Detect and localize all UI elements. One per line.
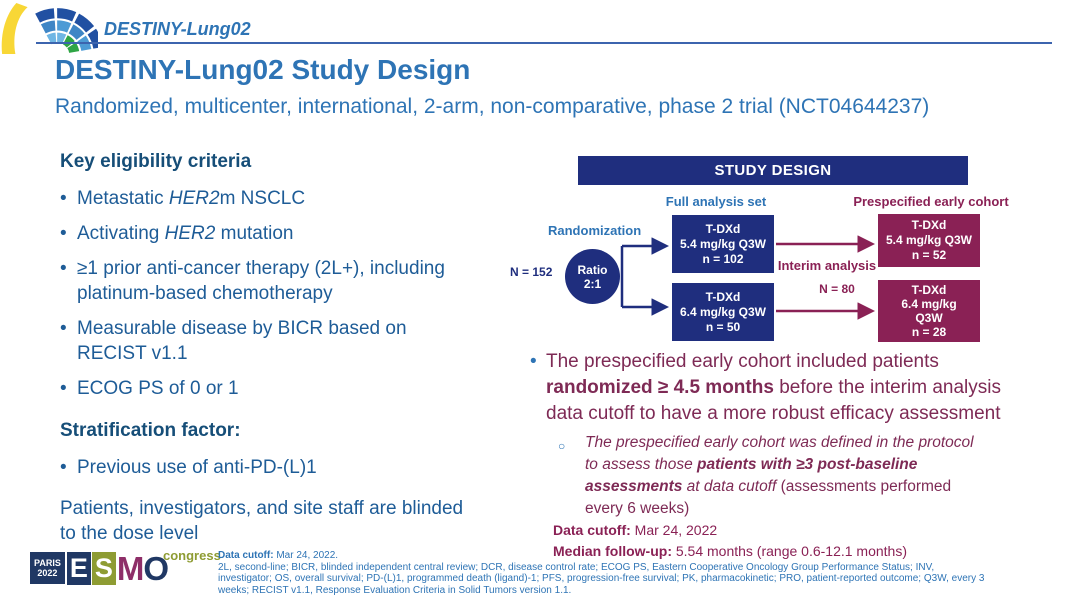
early-cohort-note-text: The prespecified early cohort included patients randomized ≥ 4.5 months before the interim analysis data cutoff to have a more robust efficacy assessment bbox=[546, 351, 1001, 424]
footnote bbox=[218, 550, 1063, 597]
study-design-banner: STUDY DESIGN bbox=[578, 156, 968, 185]
page-title: DESTINY-Lung02 Study Design bbox=[55, 54, 471, 85]
eligibility-list bbox=[60, 186, 538, 401]
eligibility-item bbox=[60, 186, 538, 211]
protocol-note bbox=[558, 432, 1080, 520]
early-box-line: 5.4 mg/kg Q3W bbox=[885, 233, 973, 247]
ratio-line1: Ratio bbox=[577, 262, 608, 277]
arm-box-5-4 bbox=[672, 215, 774, 273]
ratio-line2: 2:1 bbox=[583, 276, 602, 291]
arm-box-line: 6.4 mg/kg Q3W bbox=[679, 304, 767, 319]
data-cutoff-label: Data cutoff: bbox=[553, 522, 631, 538]
early-box-line: T-DXd bbox=[911, 218, 947, 232]
early-cohort-note bbox=[530, 349, 1080, 427]
eligibility-item bbox=[60, 316, 538, 366]
protocol-note-text: The prespecified early cohort was defined in the protocol to assess those patients with ≥3 post-baseline assessments at data cutoff (assessments performed every 6 weeks) bbox=[585, 434, 974, 517]
blinding-note: Patients, investigators, and site staff are blinded to the dose level bbox=[60, 498, 464, 544]
esmo-letter-s: S bbox=[92, 552, 116, 585]
bullet-icon: • bbox=[60, 378, 67, 399]
footnote-abbreviations-line3: weeks; RECIST v1.1, Response Evaluation Criteria in Solid Tumors version 1.1. bbox=[218, 585, 572, 597]
header-study-name: DESTINY-Lung02 bbox=[104, 19, 251, 39]
note-bullet-icon: • bbox=[530, 351, 537, 372]
footnote-abbreviations-line1: 2L, second-line; BICR, blinded independent central review; DCR, disease control rate; ECOG PS, Eastern Cooperative Oncology Group Performance Status; INV, bbox=[218, 561, 935, 573]
footnote-abbreviations-line2: investigator; OS, overall survival; PD-(L)1, programmed death (ligand)-1; PFS, progression-free survival; PK, pharmacokinetic; PRO, patient-reported outcome; Q3W, every 3 bbox=[218, 573, 985, 585]
esmo-letter-e: E bbox=[67, 552, 91, 585]
arm-box-line: n = 102 bbox=[702, 251, 744, 266]
early-box-line: T-DXd bbox=[911, 283, 947, 297]
followup-value: 5.54 months (range 0.6-12.1 months) bbox=[671, 543, 908, 559]
arm-box-line: T-DXd bbox=[705, 221, 741, 236]
early-box-line: n = 28 bbox=[911, 325, 947, 339]
interim-n-label: N = 80 bbox=[819, 282, 855, 296]
interim-analysis-label: Interim analysis bbox=[777, 258, 877, 273]
arm-box-line: n = 50 bbox=[705, 319, 741, 334]
data-cutoff-value: Mar 24, 2022 bbox=[630, 522, 718, 538]
notes-section bbox=[530, 349, 1080, 562]
eligibility-item bbox=[60, 376, 538, 401]
total-n-label: N = 152 bbox=[510, 265, 553, 279]
early-cohort-label: Prespecified early cohort bbox=[853, 194, 1009, 209]
early-box-line: 6.4 mg/kg bbox=[901, 297, 957, 311]
arm-box-line: 5.4 mg/kg Q3W bbox=[679, 236, 767, 251]
stratification-item bbox=[60, 455, 538, 480]
early-box-5-4 bbox=[878, 214, 980, 267]
bullet-icon: • bbox=[60, 318, 67, 339]
esmo-congress-logo bbox=[30, 548, 221, 592]
congress-label: congress bbox=[163, 548, 221, 563]
eligibility-item-text: Measurable disease by BICR based on RECIST v1.1 bbox=[77, 318, 407, 364]
arm-box-6-4 bbox=[672, 283, 774, 341]
eligibility-item bbox=[60, 256, 538, 306]
eligibility-item-text: Activating HER2 mutation bbox=[77, 223, 294, 244]
early-box-6-4 bbox=[878, 280, 980, 342]
note-circle-icon: ○ bbox=[558, 439, 566, 453]
paris-label: PARIS bbox=[34, 558, 61, 568]
arm-box-line: T-DXd bbox=[705, 289, 741, 304]
eligibility-heading: Key eligibility criteria bbox=[60, 151, 252, 172]
data-cutoff-line bbox=[553, 520, 1080, 541]
header-divider bbox=[36, 42, 1052, 44]
early-box-line: n = 52 bbox=[911, 248, 947, 262]
bullet-icon: • bbox=[60, 223, 67, 244]
stratification-heading: Stratification factor: bbox=[60, 420, 241, 441]
bullet-icon: • bbox=[60, 258, 67, 279]
followup-label: Median follow-up: bbox=[553, 543, 672, 559]
eligibility-item-text: Metastatic HER2m NSCLC bbox=[77, 188, 306, 209]
esmo-letter-m: M bbox=[116, 550, 144, 587]
eligibility-section bbox=[60, 150, 538, 546]
stratification-list bbox=[60, 455, 538, 480]
early-box-line: Q3W bbox=[915, 311, 943, 325]
esmo-letter-o: O bbox=[143, 550, 170, 587]
bullet-icon: • bbox=[60, 188, 67, 209]
fan-logo-icon bbox=[0, 2, 98, 55]
paris-2022-badge bbox=[30, 552, 65, 584]
ratio-circle bbox=[565, 249, 620, 304]
eligibility-item bbox=[60, 221, 538, 246]
eligibility-item-text: ≥1 prior anti-cancer therapy (2L+), including platinum-based chemotherapy bbox=[77, 258, 445, 304]
bullet-icon: • bbox=[60, 457, 67, 478]
flow-arrows bbox=[530, 150, 1080, 350]
footnote-cutoff-value: Mar 24, 2022. bbox=[273, 550, 339, 561]
stratification-item-text: Previous use of anti-PD-(L)1 bbox=[77, 457, 317, 478]
year-label: 2022 bbox=[37, 568, 58, 578]
page-subtitle: Randomized, multicenter, international, 2-arm, non-comparative, phase 2 trial (NCT04644237) bbox=[55, 95, 930, 118]
full-analysis-label: Full analysis set bbox=[665, 194, 767, 209]
footnote-cutoff bbox=[218, 550, 1063, 562]
footnote-cutoff-label: Data cutoff: bbox=[218, 550, 274, 561]
eligibility-item-text: ECOG PS of 0 or 1 bbox=[77, 378, 239, 399]
randomization-label: Randomization bbox=[548, 223, 642, 238]
